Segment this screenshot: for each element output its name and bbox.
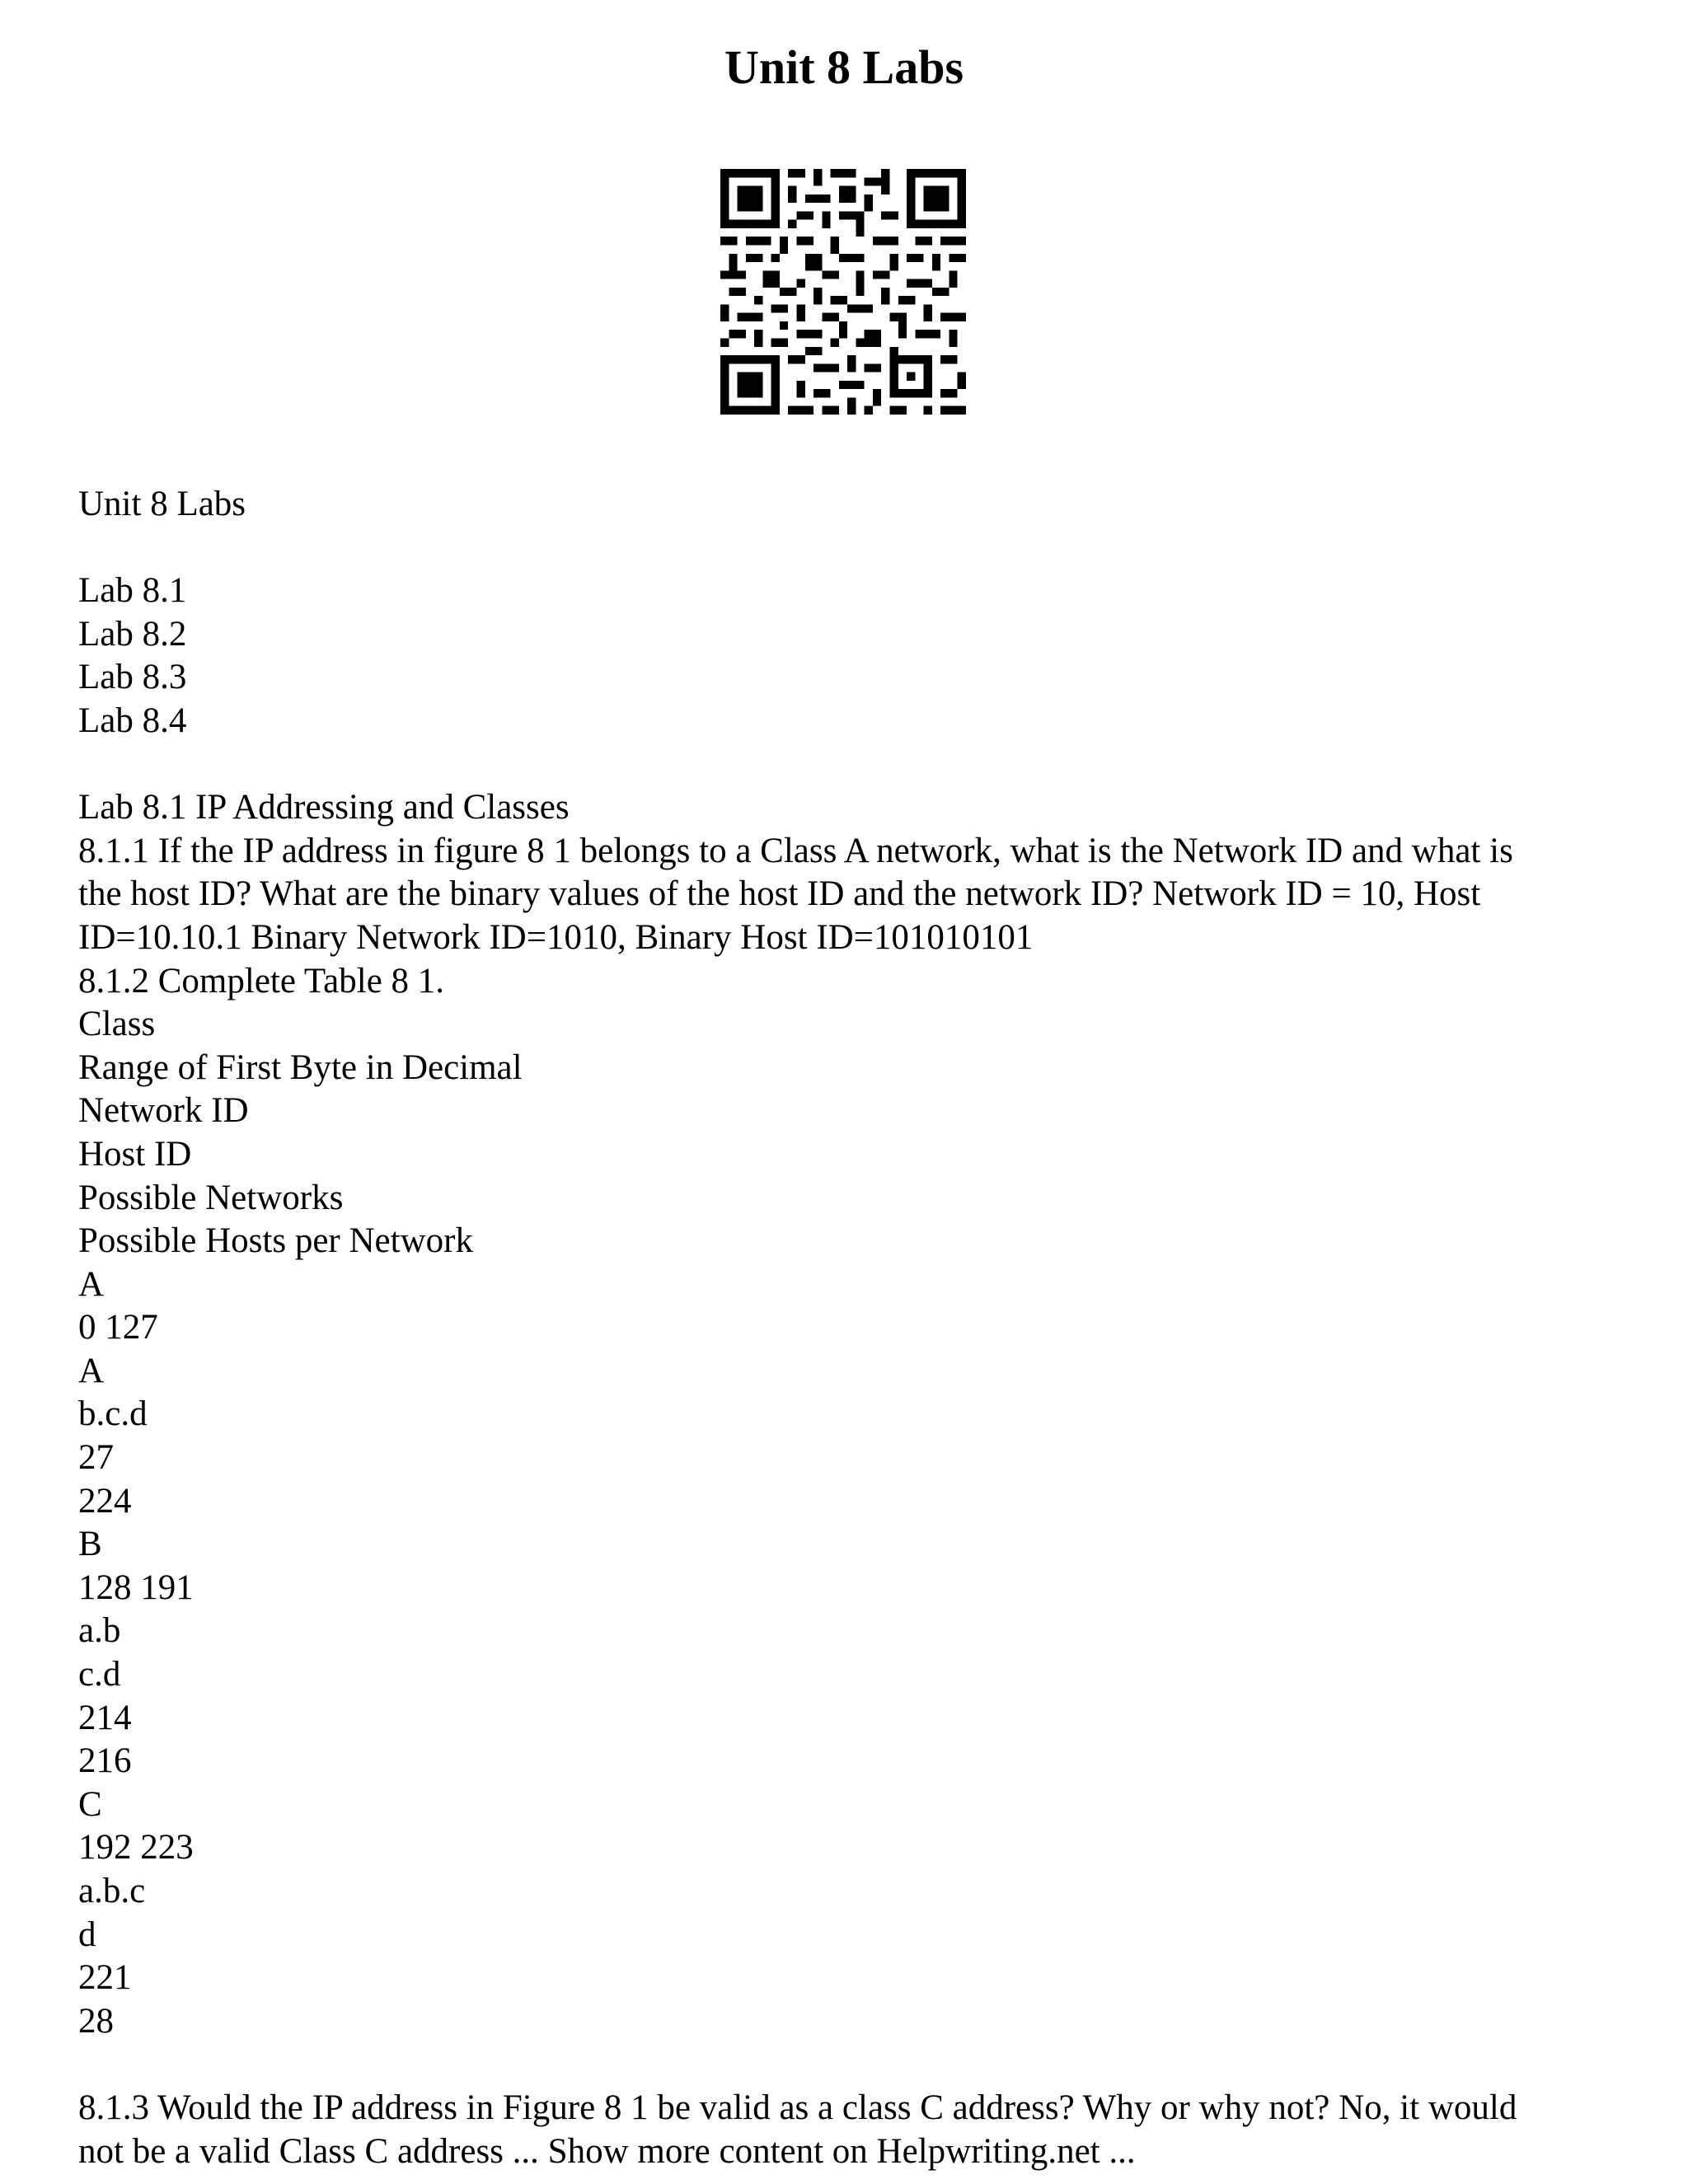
table-cell-line: d bbox=[78, 1915, 96, 1954]
table-cell-line: 224 bbox=[78, 1481, 132, 1521]
table-cell-line: c.d bbox=[78, 1655, 121, 1694]
document-body bbox=[78, 483, 1636, 2173]
table-cell-line: B bbox=[78, 1525, 102, 1564]
question-8-1-1-line: the host ID? What are the binary values of the host ID and the network ID? Network ID = 10, Host bbox=[78, 874, 1481, 914]
table-cell-line: Possible Hosts per Network bbox=[78, 1221, 473, 1261]
question-8-1-3-line: not be a valid Class C address ... Show more content on Helpwriting.net ... bbox=[78, 2131, 1136, 2171]
table-cell-line: b.c.d bbox=[78, 1394, 148, 1434]
question-8-1-1-line: 8.1.1 If the IP address in figure 8 1 belongs to a Class A network, what is the Network ID and what is bbox=[78, 831, 1513, 870]
table-cell-line: 221 bbox=[78, 1958, 132, 1998]
table-cell-line: 28 bbox=[78, 2001, 114, 2041]
table-cell-line: A bbox=[78, 1264, 105, 1304]
table-cell-line: 216 bbox=[78, 1741, 132, 1781]
question-8-1-1-line: ID=10.10.1 Binary Network ID=1010, Binary Host ID=101010101 bbox=[78, 917, 1034, 957]
question-8-1-2: 8.1.2 Complete Table 8 1. bbox=[78, 961, 445, 1001]
table-cell-line: Class bbox=[78, 1005, 156, 1044]
intro-heading: Unit 8 Labs bbox=[78, 485, 246, 523]
table-cell-line: A bbox=[78, 1351, 105, 1390]
table-cell-line: a.b.c bbox=[78, 1872, 146, 1910]
lab-list-item: Lab 8.4 bbox=[78, 701, 187, 740]
qr-code-icon bbox=[720, 169, 966, 415]
table-cell-line: Range of First Byte in Decimal bbox=[78, 1047, 523, 1087]
table-cell-line: C bbox=[78, 1784, 102, 1824]
table-cell-line: Possible Networks bbox=[78, 1178, 344, 1217]
table-cell-line: Host ID bbox=[78, 1134, 192, 1174]
question-8-1-3-line: 8.1.3 Would the IP address in Figure 8 1 be valid as a class C address? Why or why not? No, it would bbox=[78, 2088, 1517, 2127]
lab-list-item: Lab 8.3 bbox=[78, 658, 187, 697]
table-cell-line: 214 bbox=[78, 1698, 132, 1737]
table-cell-line: 192 223 bbox=[78, 1828, 194, 1868]
lab-list-item: Lab 8.1 bbox=[78, 571, 187, 611]
section-heading: Lab 8.1 IP Addressing and Classes bbox=[78, 788, 570, 827]
table-cell-line: 128 191 bbox=[78, 1568, 194, 1607]
table-cell-line: 27 bbox=[78, 1438, 114, 1478]
table-cell-line: Network ID bbox=[78, 1091, 249, 1131]
table-cell-line: 0 127 bbox=[78, 1308, 158, 1347]
table-cell-line: a.b bbox=[78, 1611, 121, 1651]
page-title: Unit 8 Labs bbox=[724, 40, 964, 94]
lab-list-item: Lab 8.2 bbox=[78, 614, 187, 654]
